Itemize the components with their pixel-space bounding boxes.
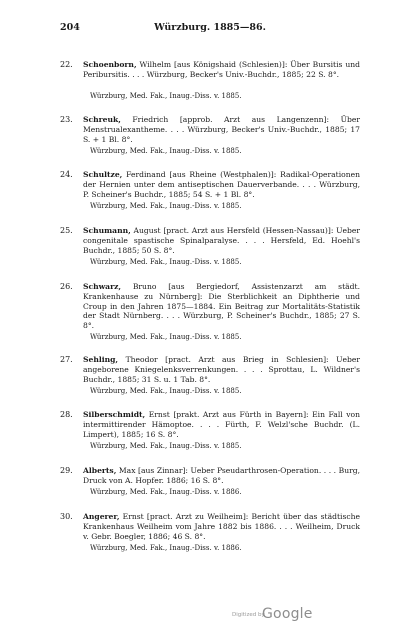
author-name: Schultze, [83, 170, 123, 179]
dissertation-note: Würzburg, Med. Fak., Inaug.-Diss. v. 1885. [90, 333, 242, 341]
entry-text [83, 60, 360, 80]
author-name: Schwarz, [83, 282, 122, 291]
google-logo: Google [262, 606, 313, 622]
author-name: Angerer, [83, 512, 120, 521]
entry-number: 29. [60, 466, 73, 475]
dissertation-note: Würzburg, Med. Fak., Inaug.-Diss. v. 1885. [90, 147, 242, 155]
entry-description: Max [aus Zinnar]: Ueber Pseudarthrosen-Operation. . . . Burg, Druck von A. Hopfer. 1886; 16 S. 8°. [83, 466, 360, 485]
dissertation-note: Würzburg, Med. Fak., Inaug.-Diss. v. 1886. [90, 544, 242, 552]
entry-text [83, 355, 360, 384]
entry-description: Wilhelm [aus Königshaid (Schlesien)]: Über Bursitis und Peribursitis. . . . Würzburg, Becker's Univ.-Buchdr., 1885; 22 S. 8°. [83, 60, 360, 79]
entry-number: 22. [60, 60, 73, 69]
entry-number: 24. [60, 170, 73, 179]
digitized-by-label: Digitized by [232, 612, 265, 618]
author-name: Schoenborn, [83, 60, 137, 69]
dissertation-note: Würzburg, Med. Fak., Inaug.-Diss. v. 1886. [90, 488, 242, 496]
author-name: Sehling, [83, 355, 119, 364]
author-name: Silberschmidt, [83, 410, 146, 419]
entry-text [83, 282, 360, 331]
entry-description: Friedrich [approb. Arzt aus Langenzenn]: Über Menstrualexantheme. . . . Würzburg, Becker's Univ.-Buchdr., 1885; 17 S. + 1 Bl. 8°. [83, 115, 360, 144]
dissertation-note: Würzburg, Med. Fak., Inaug.-Diss. v. 1885. [90, 258, 242, 266]
entry-number: 25. [60, 226, 73, 235]
entry-number: 30. [60, 512, 73, 521]
page-header [60, 22, 360, 36]
entry-description: Bruno [aus Bergiedorf, Assistenzarzt am städt. Krankenhause zu Nürnberg]: Die Sterblichkeit an Diphtherie und Croup in den Jahren 1875—1884. Ein Beitrag zur Mortalitäts-Statistik der Stadt Nürnberg. . . . Würzburg, P. Scheiner's Buchdr., 1885; 27 S. 8°. [83, 282, 360, 331]
entry-description: Ernst [prakt. Arzt aus Fürth in Bayern]: Ein Fall von intermittirender Hämoptoe. . . . Fürth, F. Welzl'sche Buchdr. (L. Limpert), 1885; 16 S. 8°. [83, 410, 360, 439]
author-name: Schreuk, [83, 115, 121, 124]
dissertation-note: Würzburg, Med. Fak., Inaug.-Diss. v. 1885. [90, 387, 242, 395]
entry-text [83, 410, 360, 439]
dissertation-note: Würzburg, Med. Fak., Inaug.-Diss. v. 1885. [90, 202, 242, 210]
entry-text [83, 512, 360, 541]
page-title: Würzburg. 1885—86. [154, 22, 266, 33]
entry-number: 28. [60, 410, 73, 419]
entry-description: Ernst [pract. Arzt zu Weilheim]: Bericht über das städtische Krankenhaus Weilheim vom Jahre 1882 bis 1886. . . . Weilheim, Druck v. Gebr. Boegler, 1886; 46 S. 8°. [83, 512, 360, 541]
entry-text [83, 226, 360, 255]
google-watermark [232, 606, 312, 624]
entry-text [83, 115, 360, 144]
author-name: Alberts, [83, 466, 117, 475]
entry-text [83, 170, 360, 199]
author-name: Schumann, [83, 226, 131, 235]
entry-text [83, 466, 360, 486]
page-number: 204 [60, 22, 80, 33]
entry-number: 27. [60, 355, 73, 364]
entry-description: Theodor [pract. Arzt aus Brieg in Schlesien]: Ueber angeborene Kniegelenksverrenkungen. . . . Sprottau, L. Wildner's Buchdr., 1885; 31 S. u. 1 Tab. 8°. [83, 355, 360, 384]
entry-number: 26. [60, 282, 73, 291]
dissertation-note: Würzburg, Med. Fak., Inaug.-Diss. v. 1885. [90, 442, 242, 450]
entry-number: 23. [60, 115, 73, 124]
dissertation-note: Würzburg, Med. Fak., Inaug.-Diss. v. 1885. [90, 92, 242, 100]
entry-description: Ferdinand [aus Rheine (Westphalen)]: Radikal-Operationen der Hernien unter dem antiseptischen Dauerverbande. . . . Würzburg, P. Scheiner's Buchdr., 1885; 54 S. + 1 Bl. 8°. [83, 170, 360, 199]
entry-description: August [pract. Arzt aus Hersfeld (Hessen-Nassau)]: Ueber congenitale spastische Spinalparalyse. . . . Hersfeld, Ed. Hoehl's Buchdr., 1885; 50 S. 8°. [83, 226, 360, 255]
